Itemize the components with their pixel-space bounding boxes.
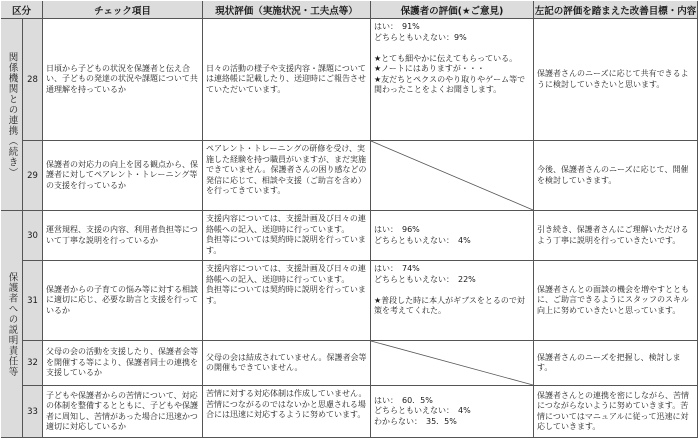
current-evaluation-text: 支援内容については、支援計画及び日々の連絡帳への記入、送迎時に行っています。 負担等については契約時に説明を行っています。 [203, 261, 371, 341]
header-current-evaluation: 現状評価（実施状況・工夫点等） [203, 1, 371, 19]
current-evaluation-text: 日々の活動の様子や支援内容・課題について は連絡帳に記載したり、送迎時にご報告させていただいています。 [203, 19, 371, 141]
check-item-text: 父母の会の活動を支援したり、保護者会等を開催する等により、保護者同士の連携を支援しているか [43, 341, 203, 386]
current-evaluation-text: 支援内容については、支援計画及び日々の連絡帳への記入、送迎時に行っています。 負担等については契約時に説明を行っています。 [203, 211, 371, 261]
check-item-text: 保護者の対応力の向上を図る観点から、保護者に対してペアレント・トレーニング等の支援を行っているか [43, 141, 203, 211]
check-item-text: 日頃から子どもの状況を保護者と伝え合い、子どもの発達の状況や課題について共通理解を持っているか [43, 19, 203, 141]
improvement-text: 引き続き、保護者さんにご理解いただけるよう丁寧に説明を行っていきたいです。 [534, 211, 698, 261]
improvement-text: 保護者さんとの面談の機会を増やすとともに、ご助言できるようにスタッフのスキル向上に努めていきたいと思っています。 [534, 261, 698, 341]
improvement-text: 保護者さんのニーズに応じて共有できるように検討していきたいと思います。 [534, 19, 698, 141]
row-number: 28 [23, 19, 43, 141]
current-evaluation-text: ペアレント・トレーニングの研修を受け、実施した経験を持つ職員がいますが、まだ実施できていません。保護者さんの困り感などの発信に応じて、相談や支援（ご助言を含め）を行ってきています。 [203, 141, 371, 211]
improvement-text: 保護者さんのニーズを把握し、検討します。 [534, 341, 698, 386]
category-relations: 関係機関との連携（続き） [1, 19, 23, 211]
improvement-text: 保護者さんとの連携を密にしながら、苦情につながらないように努めていきます。苦情についてはマニュアルに従って迅速に対応していきます。 [534, 386, 698, 438]
guardian-evaluation-text: はい： 96% どちらともいえない： 4% [371, 211, 534, 261]
guardian-evaluation-text: はい： 91% どちらともいえない：9% ★とても細やかに伝えてもらっている。 ★ノートにはありますが・・・ ★友だちとペクスのやり取りやゲーム等で関わったことをよくお聞きします。 [371, 19, 534, 141]
improvement-text: 今後、保護者さんのニーズに応じて、開催を検討していきます。 [534, 141, 698, 211]
category-explanation: 保護者への説明責任等 [1, 211, 23, 438]
check-item-text: 子どもや保護者からの苦情について、対応の体制を整備するとともに、子どもや保護者に周知し、苦情があった場合に迅速かつ適切に対応しているか [43, 386, 203, 438]
check-item-text: 運営規程、支援の内容、利用者負担等について丁寧な説明を行っているか [43, 211, 203, 261]
row-number: 32 [23, 341, 43, 386]
row-number: 33 [23, 386, 43, 438]
guardian-evaluation-text: はい： 60．5% どちらともいえない： 4% わからない： 35．5% [371, 386, 534, 438]
current-evaluation-text: 父母の会は結成されていません。保護者会等の開催もできていません。 [203, 341, 371, 386]
guardian-evaluation-empty [371, 141, 534, 211]
guardian-evaluation-text: はい： 74% どちらともいえない： 22% ★普段した時に本人がギブスをとるので対策を考えてくれた。 [371, 261, 534, 341]
current-evaluation-text: 苦情に対する対応体制は作成していません。苦情につながるのではないかと思慮される場合には迅速に対応するように努めています。 [203, 386, 371, 438]
row-number: 29 [23, 141, 43, 211]
header-category: 区分 [1, 1, 43, 19]
header-check-item: チェック項目 [43, 1, 203, 19]
evaluation-table [1, 1, 698, 438]
diagonal-slash [371, 141, 533, 210]
diagonal-slash [371, 341, 533, 385]
check-item-text: 保護者からの子育ての悩み等に対する相談に適切に応じ、必要な助言と支援を行っているか [43, 261, 203, 341]
guardian-evaluation-empty [371, 341, 534, 386]
row-number: 31 [23, 261, 43, 341]
header-guardian-evaluation: 保護者の評価(★ご意見) [371, 1, 534, 19]
header-improvement: 左記の評価を踏まえた改善目標・内容 [534, 1, 698, 19]
row-number: 30 [23, 211, 43, 261]
